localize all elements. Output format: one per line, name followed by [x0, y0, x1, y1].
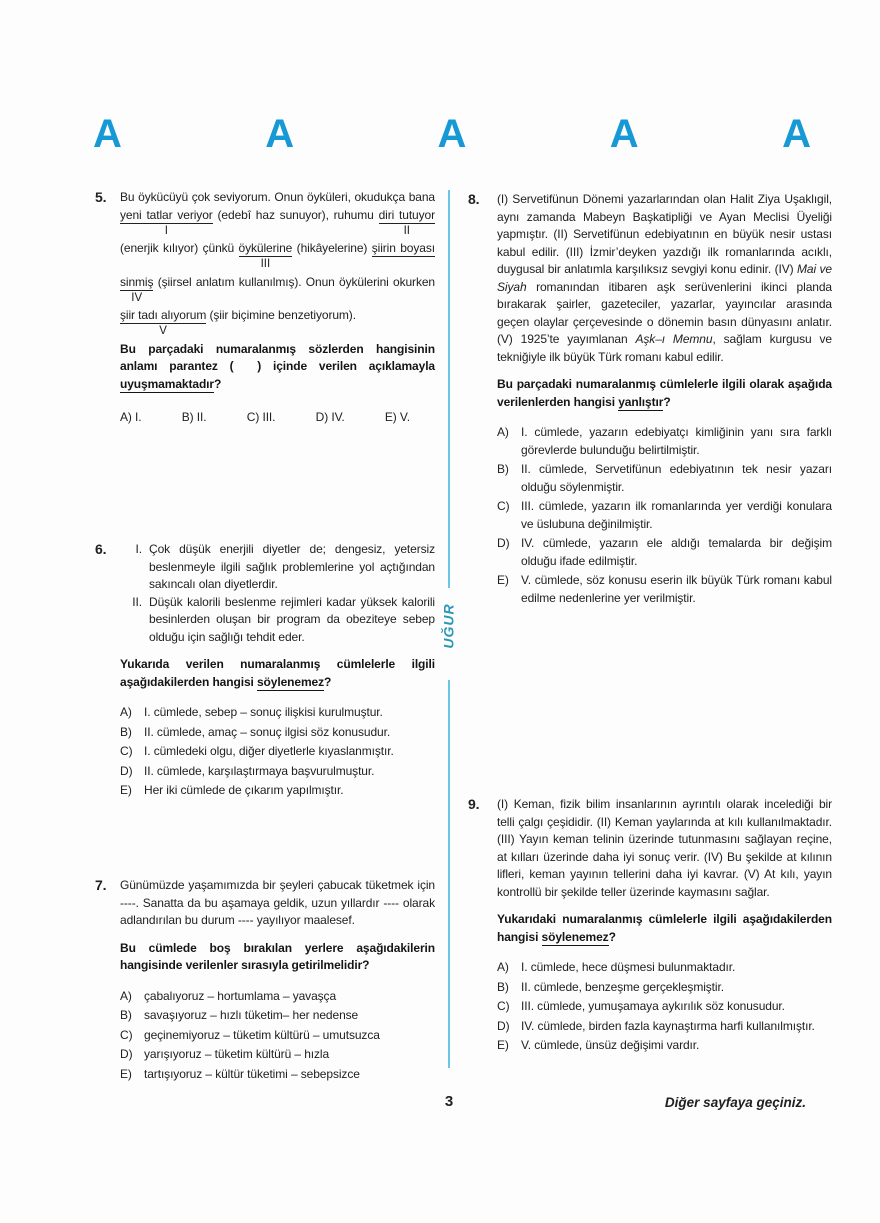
underlined-phrase: diri tutuyor II: [379, 208, 435, 224]
option-letter: A): [497, 960, 509, 974]
page-number: 3: [444, 1093, 454, 1110]
text-run: (hikâyelerine): [292, 241, 372, 255]
option-letter: B): [120, 724, 132, 739]
option-text: III. cümlede, yumuşamaya aykırılık söz konusudur.: [521, 999, 785, 1013]
question-passage: [120, 189, 436, 337]
publisher-logo-text: UĞUR: [441, 603, 458, 649]
question-passage: [120, 877, 435, 930]
item-numeral: I.: [135, 542, 142, 556]
question-passage: [497, 796, 832, 901]
option-letter: D): [497, 1018, 510, 1033]
option-text: çabalıyoruz – hortumlama – yavaşça: [144, 988, 337, 1003]
roman-numeral: III: [260, 258, 271, 270]
option: [120, 1066, 435, 1084]
option: [497, 498, 832, 533]
option: [497, 1018, 832, 1036]
option-text: III. cümlede, yazarın ilk romanlarında yer verdiği konulara ve üslubuna değinilmiştir.: [521, 499, 832, 531]
options-list: [120, 704, 435, 800]
question-8: [468, 191, 832, 609]
header-letter-a: A: [93, 112, 122, 156]
option-letter: C): [120, 1027, 133, 1042]
underlined-phrase: söylenemez: [541, 929, 609, 944]
option: [120, 782, 435, 800]
column-divider-bottom: [448, 680, 450, 1068]
text-run: Yukarıdaki numaralanmış cümlelerle ilgili aşağıdakilerden hangisi: [497, 912, 832, 944]
text-run: Yukarıda verilen numaralanmış cümlelerle ilgili aşağıdakilerden hangisi: [120, 657, 435, 689]
option: [120, 743, 435, 761]
numbered-item: [120, 594, 435, 647]
option-text: IV. cümlede, birden fazla kaynaştırma harfi kullanılmıştır.: [521, 1018, 815, 1033]
text-run: ?: [663, 394, 671, 409]
option-text: I. cümlede, yazarın edebiyatçı kimliğinin yanı sıra farklı görevlerde bulunduğu belirtilmiştir.: [521, 425, 832, 457]
question-5: [95, 189, 435, 427]
underlined-phrase: şiirin boyası: [371, 241, 435, 255]
option-letter: E): [497, 573, 509, 587]
option-letter: E): [120, 783, 132, 797]
question-body: [120, 189, 435, 427]
option: A) I.: [120, 410, 142, 424]
roman-numeral: I: [164, 224, 168, 237]
text-run: Bu öykücüyü çok seviyorum. Onun öyküleri, okudukça bana: [120, 190, 435, 204]
question-stem: [497, 376, 832, 411]
option: E) V.: [384, 410, 410, 424]
underlined-phrase: sinmiş IV: [120, 275, 153, 291]
option: [120, 1027, 435, 1045]
option: [497, 979, 832, 997]
option: C) III.: [246, 410, 276, 424]
column-divider-top: [448, 190, 450, 588]
option-letter: B): [497, 979, 509, 994]
header-letter-a: A: [437, 112, 467, 156]
roman-numeral: IV: [131, 291, 143, 304]
option-text: savaşıyoruz – hızlı tüketim– her nedense: [144, 1008, 359, 1022]
next-page-instruction: Diğer sayfaya geçiniz.: [664, 1095, 806, 1110]
option: [120, 763, 435, 781]
italic-title: Mai ve Siyah: [497, 262, 832, 294]
option: [120, 704, 435, 722]
roman-numeral: II: [403, 224, 410, 237]
option-text: II. cümlede, karşılaştırmaya başvurulmuştur.: [144, 763, 375, 778]
option-text: II. cümlede, amaç – sonuç ilgisi söz konusudur.: [144, 724, 391, 739]
option-text: I. cümledeki olgu, diğer diyetlerle kıyaslanmıştır.: [144, 744, 394, 758]
question-stem: [120, 940, 435, 975]
question-9: [468, 796, 832, 1057]
option-text: yarışıyoruz – tüketim kültürü – hızla: [144, 1047, 330, 1061]
text-run: (şiirsel anlatım kullanılmış). Onun öykülerini okurken: [153, 274, 435, 289]
question-stem: [497, 911, 832, 946]
passage-line: [120, 240, 435, 270]
question-number: 8.: [468, 191, 480, 207]
underlined-phrase: yeni tatlar veriyor I: [120, 208, 213, 224]
question-7: [95, 877, 435, 1085]
text-run: ?: [213, 376, 222, 391]
question-body: [497, 191, 832, 607]
text-run: Bu parçadaki numaralanmış sözlerden hangisinin anlamı parantez ( ) içinde verilen açıklamayla: [120, 341, 435, 373]
passage-line: [120, 189, 435, 207]
question-number: 9.: [468, 796, 480, 812]
option-letter: E): [497, 1038, 509, 1052]
option-text: II. cümlede, benzeşme gerçekleşmiştir.: [521, 979, 724, 994]
numbered-item-list: [120, 541, 435, 646]
question-number: 6.: [95, 541, 107, 557]
question-body: [120, 877, 435, 1083]
underlined-phrase: yanlıştır: [618, 394, 664, 409]
option-text: Her iki cümlede de çıkarım yapılmıştır.: [144, 783, 344, 797]
passage-line: [120, 307, 435, 337]
header-letter-row: [93, 114, 811, 154]
option: D) IV.: [315, 410, 345, 424]
passage-line: [120, 207, 436, 237]
underlined-phrase: şiir tadı alıyorum V: [120, 308, 206, 324]
option-letter: B): [497, 462, 509, 476]
option: [120, 988, 435, 1006]
text-run: ?: [324, 674, 332, 689]
option: [120, 1046, 435, 1064]
text-run: Günümüzde yaşamımızda bir şeyleri çabucak tüketmek için ----. Sanatta da bu aşamaya geldik, uzun yıllardır ---- olarak adlandırılan bu durum ---- yayılıyor maalesef.: [120, 878, 435, 927]
options-list: [497, 424, 832, 607]
header-letter-a: A: [782, 112, 811, 156]
header-letter-a: A: [265, 112, 295, 156]
text-run: (şiir biçimine benzetiyorum).: [206, 308, 356, 322]
option-text: V. cümlede, söz konusu eserin ilk büyük Türk romanı kabul edilme nedenlerine yer verilmiştir.: [521, 573, 832, 605]
option: B) II.: [181, 410, 207, 424]
option-letter: E): [120, 1066, 132, 1081]
option: [497, 1037, 832, 1055]
option: [120, 1007, 435, 1025]
option: [497, 959, 832, 977]
option-text: I. cümlede, sebep – sonuç ilişkisi kurulmuştur.: [144, 705, 383, 719]
publisher-logo-vertical: [434, 598, 464, 654]
text-run: (I) Servetifünun Dönemi yazarlarından olan Halit Ziya Uşaklıgil, aynı zamanda Mabeyn Başkatipliği ve Ayan Meclisi Üyeliği yapmıştır. (II) Servetifünun edebiyatının en büyük nesir ustası kabul edilir. (III) İzmir’deyken yazdığı ilk romanlarında acıklı, duygusal bir anlatımla karşılıksız sevgiyi konu edinir. (IV): [497, 192, 832, 276]
item-text: Düşük kalorili beslenme rejimleri kadar yüksek kalorili besinlerden oluşan bir program da obeziteye sebep olduğu için sağlığı tehdit eder.: [149, 594, 435, 644]
option-text: geçinemiyoruz – tüketim kültürü – umutsuzca: [144, 1027, 380, 1042]
question-stem: [120, 341, 435, 394]
option-letter: A): [497, 425, 509, 439]
option-letter: B): [120, 1008, 132, 1022]
option-letter: A): [120, 705, 132, 719]
options-list: [497, 959, 832, 1055]
text-run: (edebî haz sunuyor), ruhumu: [212, 207, 379, 222]
numbered-item: [120, 541, 435, 594]
option-letter: D): [120, 1047, 133, 1061]
underlined-phrase: söylenemez: [256, 674, 325, 689]
option: [497, 998, 832, 1016]
options-row: [120, 409, 410, 427]
option-letter: D): [497, 536, 510, 550]
underlined-phrase: uyuşmamaktadır: [120, 376, 214, 391]
options-list: [120, 988, 435, 1084]
option-letter: C): [497, 499, 510, 513]
option: [497, 535, 832, 570]
italic-title: Aşk–ı Memnu: [635, 332, 713, 346]
text-run: romanından itibaren aşk serüvenlerini ikinci planda bırakarak şairler, gazeteciler, yazarlar, yayıncılar arasında geçen olaylar çerçevesinde o dönemin basın dünyasını anlatır. (V) 1925’te yayımlanan: [497, 279, 832, 346]
option: [497, 461, 832, 496]
header-letter-a: A: [609, 112, 639, 156]
question-number: 5.: [95, 189, 107, 205]
question-body: [120, 541, 435, 800]
question-passage: [497, 191, 832, 366]
option-letter: D): [120, 763, 133, 778]
option-text: tartışıyoruz – kültür tüketimi – sebepsizce: [144, 1066, 360, 1081]
option: [120, 724, 435, 742]
option: [497, 572, 832, 607]
option-letter: C): [120, 744, 133, 758]
roman-numeral: V: [159, 325, 167, 337]
text-run: Bu cümlede boş bırakılan yerlere aşağıdakilerin hangisinde verilenler sırasıyla getirilmelidir?: [120, 940, 435, 972]
text-run: ?: [608, 929, 616, 944]
question-stem: [120, 656, 435, 691]
option-text: IV. cümlede, yazarın ele aldığı temalarda bir değişim olduğu ifade edilmiştir.: [521, 536, 832, 568]
option-letter: C): [497, 999, 510, 1013]
underlined-phrase: öykülerine III: [239, 241, 293, 257]
text-run: , sağlam kurgusu ve tekniğiyle ilk büyük Türk romanı kabul edilir.: [497, 332, 832, 364]
item-text: Çok düşük enerjili diyetler de; dengesiz, yetersiz beslenmeyle ilgili sağlık problemlerine yol açtığından sakıncalı olan diyetlerdir.: [149, 542, 435, 591]
question-6: [95, 541, 435, 802]
passage-line: [120, 274, 435, 304]
question-body: [497, 796, 832, 1055]
text-run: (enerjik kılıyor) çünkü: [120, 241, 239, 255]
item-numeral: II.: [132, 594, 142, 609]
text-run: (I) Keman, fizik bilim insanlarının ayrıntılı olarak incelediği bir telli çalgı çeşididir. (II) Keman yaylarında at kılı kullanılmaktadır. (III) Yayın keman telinin üzerinde tutunmasını sağlayan reçine, at kılları üzerinde daha iyi sonuç verir. (IV) Bu şekilde at kılının lifleri, keman yayının tellerini daha iyi kavrar. (V) At kılı, yayın kontrollü bir şekilde teller üzerinde kaymasını sağlar.: [497, 797, 832, 899]
option: [497, 424, 832, 459]
option-text: II. cümlede, Servetifünun edebiyatının tek nesir yazarı olduğu söylenmiştir.: [521, 462, 832, 494]
question-number: 7.: [95, 877, 107, 893]
option-text: I. cümlede, hece düşmesi bulunmaktadır.: [521, 960, 736, 974]
text-run: Bu parçadaki numaralanmış cümlelerle ilgili olarak aşağıda verilenlerden hangisi: [497, 377, 832, 409]
option-letter: A): [120, 988, 132, 1003]
option-text: V. cümlede, ünsüz değişimi vardır.: [521, 1038, 700, 1052]
